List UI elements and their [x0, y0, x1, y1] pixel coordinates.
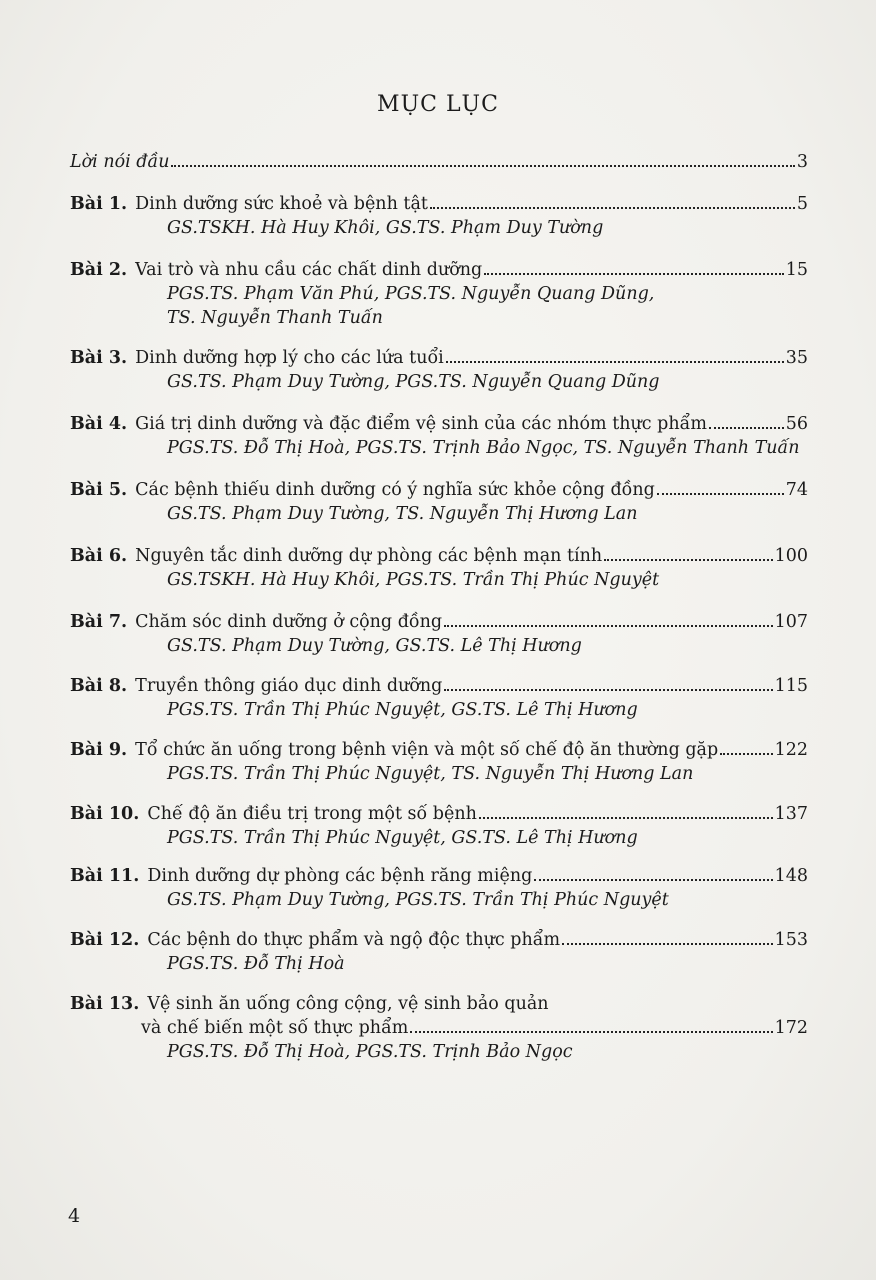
- toc-line: [70, 192, 808, 216]
- toc-entry-7: [70, 610, 808, 658]
- dot-leader: [484, 273, 783, 275]
- toc-entry-title: Các bệnh do thực phẩm và ngộ độc thực phẩm: [147, 930, 561, 950]
- toc-entry-label: Bài 4.: [70, 414, 128, 434]
- toc-entry-title-continued: và chế biến một số thực phẩm: [141, 1018, 409, 1038]
- dot-leader: [446, 361, 784, 363]
- toc-entry-page: 74: [785, 480, 808, 500]
- toc-entry-authors: PGS.TS. Trần Thị Phúc Nguyệt, TS. Nguyễn Thị Hương Lan: [167, 764, 694, 784]
- toc-entry-page: 115: [774, 676, 808, 696]
- toc-entry-label: Bài 1.: [70, 194, 128, 214]
- toc-entry-authors: GS.TS. Phạm Duy Tường, PGS.TS. Trần Thị Phúc Nguyệt: [167, 890, 669, 910]
- toc-entry-2: [70, 258, 808, 330]
- toc-entry-4: [70, 412, 808, 460]
- toc-entry-10: [70, 802, 808, 850]
- toc-entry-label: Bài 8.: [70, 676, 128, 696]
- toc-entry-6: [70, 544, 808, 592]
- toc-entry-label: Bài 9.: [70, 740, 128, 760]
- toc-entry-13: [70, 992, 808, 1064]
- toc-entry-page: 3: [796, 152, 808, 172]
- dot-leader: [479, 817, 773, 819]
- toc-entry-title: Tổ chức ăn uống trong bệnh viện và một số chế độ ăn thường gặp: [135, 740, 719, 760]
- toc-entry-authors: GS.TS. Phạm Duy Tường, GS.TS. Lê Thị Hương: [167, 636, 582, 656]
- toc-entry-authors: PGS.TS. Trần Thị Phúc Nguyệt, GS.TS. Lê Thị Hương: [167, 828, 638, 848]
- toc-entry-authors: GS.TS. Phạm Duy Tường, PGS.TS. Nguyễn Quang Dũng: [167, 372, 660, 392]
- toc-entry-1: [70, 192, 808, 240]
- toc-entry-12: [70, 928, 808, 976]
- toc-entry-page: 35: [785, 348, 808, 368]
- toc-entry-intro: [70, 150, 808, 174]
- toc-line: [70, 610, 808, 634]
- toc-entry-page: 5: [796, 194, 808, 214]
- toc-entry-8: [70, 674, 808, 722]
- toc-entry-page: 56: [785, 414, 808, 434]
- toc-entry-authors: PGS.TS. Đỗ Thị Hoà, PGS.TS. Trịnh Bảo Ngọc, TS. Nguyễn Thanh Tuấn: [167, 438, 800, 458]
- toc-line-continued: [70, 1016, 808, 1040]
- toc-entry-page: 122: [774, 740, 808, 760]
- toc-entry-label: Bài 7.: [70, 612, 128, 632]
- toc-entry-title: Dinh dưỡng hợp lý cho các lứa tuổi: [135, 348, 444, 368]
- dot-leader: [171, 165, 794, 167]
- toc-entry-authors: PGS.TS. Đỗ Thị Hoà, PGS.TS. Trịnh Bảo Ngọc: [167, 1042, 573, 1062]
- toc-entry-authors: PGS.TS. Trần Thị Phúc Nguyệt, GS.TS. Lê Thị Hương: [167, 700, 638, 720]
- dot-leader: [444, 689, 772, 691]
- toc-entry-title: Lời nói đầu: [70, 152, 170, 172]
- toc-entry-title: Dinh dưỡng dự phòng các bệnh răng miệng: [147, 866, 533, 886]
- toc-entry-3: [70, 346, 808, 394]
- dot-leader: [657, 493, 784, 495]
- toc-line: [70, 412, 808, 436]
- toc-entry-title: Truyền thông giáo dục dinh dưỡng: [135, 676, 443, 696]
- toc-line: [70, 478, 808, 502]
- toc-line: [70, 258, 808, 282]
- toc-line: [70, 674, 808, 698]
- toc-entry-authors: PGS.TS. Đỗ Thị Hoà: [167, 954, 345, 974]
- toc-entry-title: Chăm sóc dinh dưỡng ở cộng đồng: [135, 612, 443, 632]
- toc-entry-title: Giá trị dinh dưỡng và đặc điểm vệ sinh của các nhóm thực phẩm: [135, 414, 707, 434]
- dot-leader: [604, 559, 772, 561]
- toc-line: [70, 544, 808, 568]
- toc-entry-title: Vệ sinh ăn uống công cộng, vệ sinh bảo quản: [147, 994, 549, 1014]
- toc-entry-page: 107: [774, 612, 808, 632]
- dot-leader: [562, 943, 773, 945]
- dot-leader: [444, 625, 773, 627]
- toc-entry-label: Bài 13.: [70, 994, 140, 1014]
- toc-line: [70, 738, 808, 762]
- toc-entry-label: Bài 11.: [70, 866, 140, 886]
- toc-entry-label: Bài 2.: [70, 260, 128, 280]
- toc-entry-11: [70, 864, 808, 912]
- dot-leader: [430, 207, 795, 209]
- dot-leader: [709, 427, 784, 429]
- toc-entry-title: Các bệnh thiếu dinh dưỡng có ý nghĩa sức khỏe cộng đồng: [135, 480, 655, 500]
- toc-entry-9: [70, 738, 808, 786]
- page-number: 4: [68, 1205, 81, 1227]
- toc-entry-title: Nguyên tắc dinh dưỡng dự phòng các bệnh mạn tính: [135, 546, 603, 566]
- toc-entry-label: Bài 12.: [70, 930, 140, 950]
- toc-entry-label: Bài 10.: [70, 804, 140, 824]
- toc-entry-page: 153: [774, 930, 808, 950]
- toc-line: [70, 928, 808, 952]
- toc-line: [70, 992, 808, 1016]
- toc-line: [70, 150, 808, 174]
- toc-entry-title: Chế độ ăn điều trị trong một số bệnh: [147, 804, 477, 824]
- toc-entry-label: Bài 3.: [70, 348, 128, 368]
- toc-line: [70, 346, 808, 370]
- toc-entry-title: Dinh dưỡng sức khoẻ và bệnh tật: [135, 194, 428, 214]
- dot-leader: [534, 879, 772, 881]
- toc-entry-page: 15: [785, 260, 808, 280]
- dot-leader: [410, 1031, 772, 1033]
- toc-entry-label: Bài 5.: [70, 480, 128, 500]
- toc-entry-page: 137: [774, 804, 808, 824]
- toc-entry-authors: GS.TSKH. Hà Huy Khôi, PGS.TS. Trần Thị Phúc Nguyệt: [167, 570, 660, 590]
- toc-entry-page: 100: [774, 546, 808, 566]
- toc-entry-5: [70, 478, 808, 526]
- toc-entry-authors: TS. Nguyễn Thanh Tuấn: [167, 308, 383, 328]
- toc-entry-page: 148: [774, 866, 808, 886]
- toc-entry-title: Vai trò và nhu cầu các chất dinh dưỡng: [135, 260, 483, 280]
- dot-leader: [720, 753, 772, 755]
- toc-line: [70, 864, 808, 888]
- page-title: MỤC LỤC: [377, 92, 499, 117]
- toc-line: [70, 802, 808, 826]
- toc-entry-label: Bài 6.: [70, 546, 128, 566]
- toc-entry-authors: PGS.TS. Phạm Văn Phú, PGS.TS. Nguyễn Quang Dũng,: [167, 284, 655, 304]
- toc-entry-authors: GS.TS. Phạm Duy Tường, TS. Nguyễn Thị Hương Lan: [167, 504, 638, 524]
- toc-entry-page: 172: [774, 1018, 808, 1038]
- toc-entry-authors: GS.TSKH. Hà Huy Khôi, GS.TS. Phạm Duy Tường: [167, 218, 604, 238]
